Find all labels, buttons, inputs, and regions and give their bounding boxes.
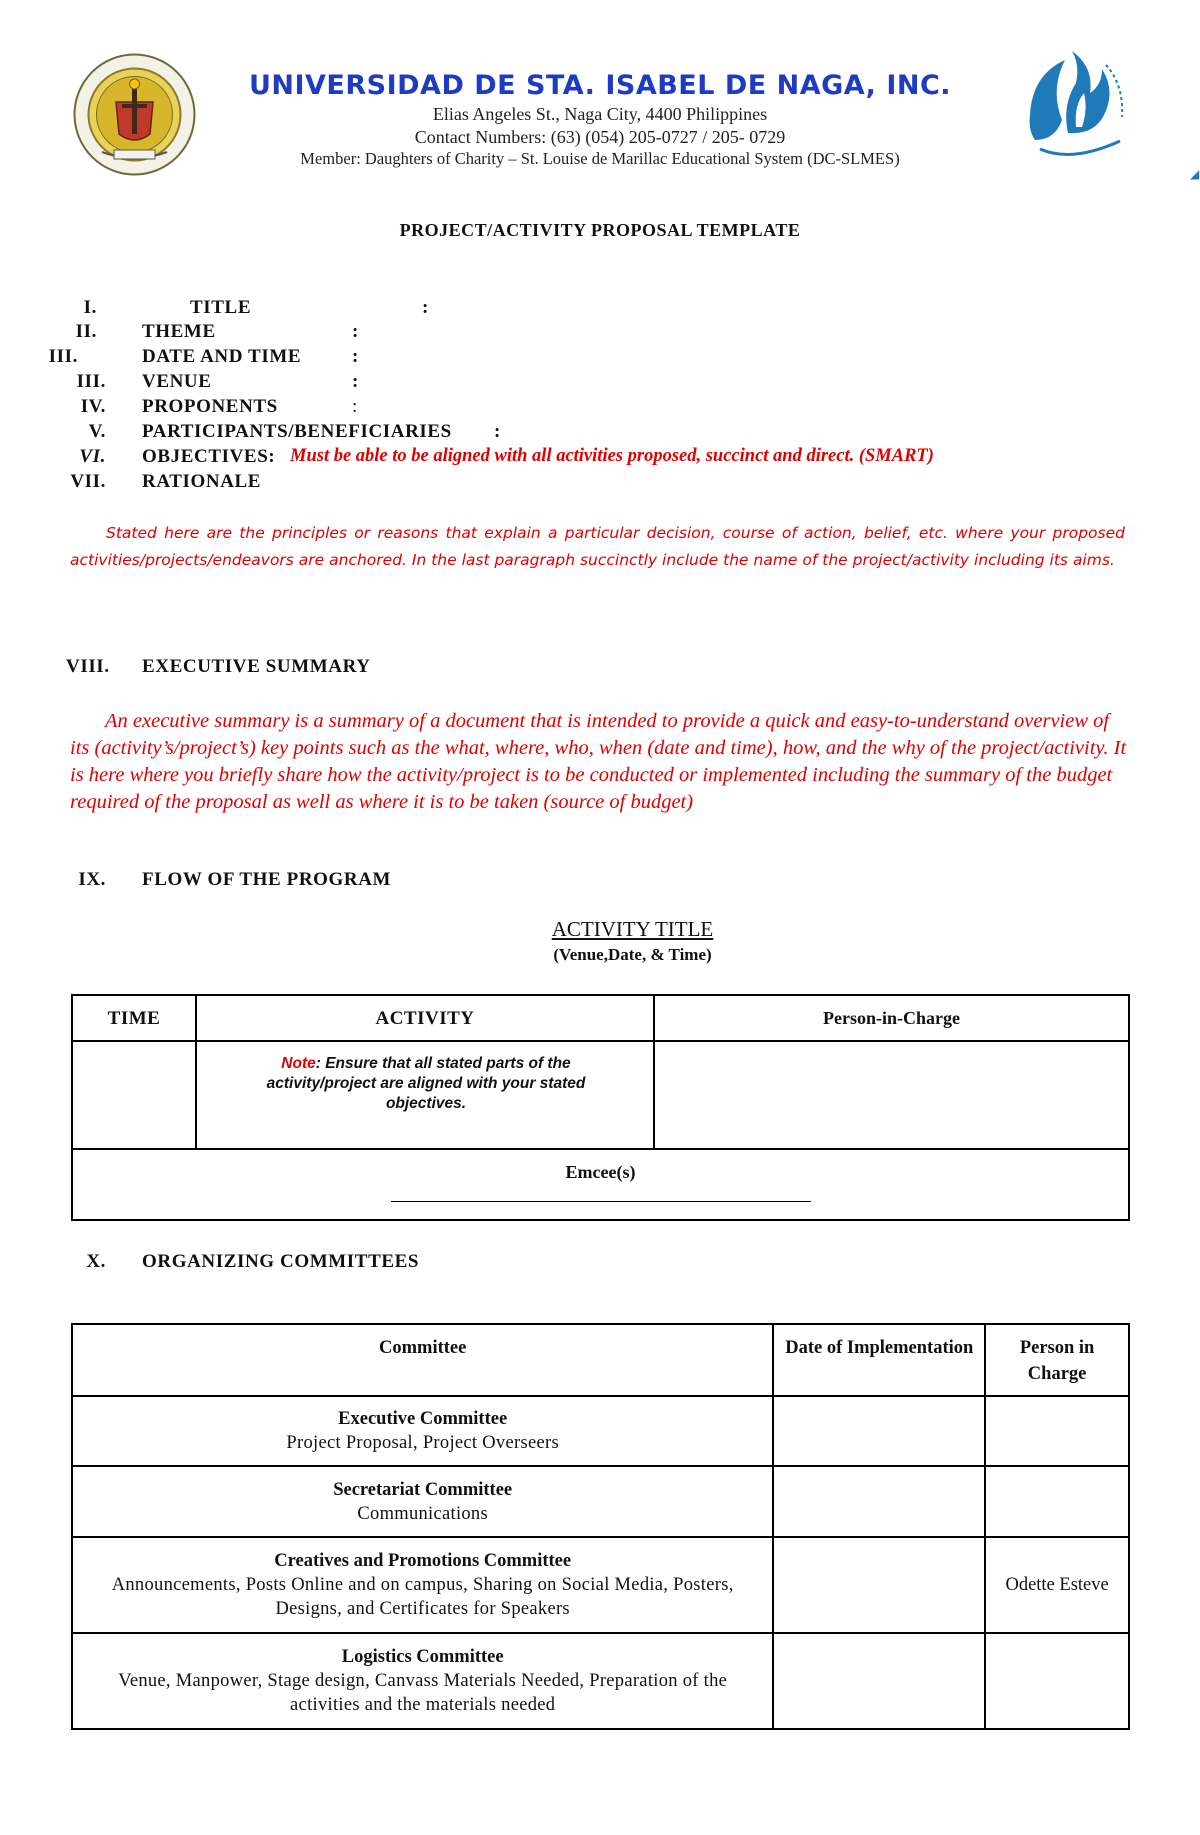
- person-cell: Odette Esteve: [985, 1537, 1129, 1633]
- section-organizing-committees: X. ORGANIZING COMMITTEES: [86, 1251, 420, 1272]
- committee-name: Executive Committee: [338, 1409, 508, 1429]
- outline-proponents: IV. PROPONENTS :: [80, 396, 358, 417]
- committee-cell: [72, 1633, 773, 1729]
- outline-venue: III. VENUE :: [76, 371, 359, 392]
- note-label: Note: [281, 1055, 316, 1072]
- flow-header-person-cell: [655, 996, 1128, 1042]
- section-flow-of-program: IX. FLOW OF THE PROGRAM: [78, 869, 392, 890]
- activity-venue-date-time: (Venue,Date, & Time): [553, 945, 712, 964]
- contact-line: Contact Numbers: (63) (054) 205-0727 / 205- 0729: [414, 127, 786, 147]
- committee-description: Announcements, Posts Online and on campus, Sharing on Social Media, Posters, Designs, and Certificates for Speakers: [111, 1575, 734, 1619]
- person-cell: [985, 1633, 1129, 1729]
- flow-alignment-note: [236, 1054, 616, 1114]
- committee-description: Communications: [357, 1503, 488, 1524]
- committees-header-row: [72, 1324, 1129, 1396]
- membership-line: Member: Daughters of Charity – St. Louise de Marillac Educational System (DC-SLMES): [300, 149, 900, 168]
- date-cell: [773, 1633, 985, 1729]
- flow-emcee-cell: [73, 1150, 1128, 1219]
- university-name: UNIVERSIDAD DE STA. ISABEL DE NAGA, INC.: [248, 70, 952, 101]
- committees-table: [71, 1323, 1130, 1730]
- committee-cell: [72, 1396, 773, 1466]
- date-cell: [773, 1396, 985, 1466]
- page-edge-mark: ◢: [1190, 167, 1200, 181]
- rationale-guidance: Stated here are the principles or reasons that explain a particular decision, course of action, belief, etc. where your proposed activities/projects/endeavors are anchored. In the last paragraph succinctly include the name of the project/activity including its aims.: [70, 524, 1125, 569]
- emcee-signature-line: [391, 1201, 811, 1202]
- committee-description: Venue, Manpower, Stage design, Canvass Materials Needed, Preparation of the activities and the materials needed: [118, 1671, 728, 1715]
- outline-title: I. TITLE :: [83, 297, 429, 318]
- date-cell: [773, 1466, 985, 1537]
- emcee-label: Emcee(s): [565, 1162, 636, 1182]
- committee-name: Logistics Committee: [341, 1647, 504, 1667]
- committee-header: Committee: [72, 1324, 773, 1396]
- committee-description: Project Proposal, Project Overseers: [286, 1433, 559, 1453]
- date-of-implementation-header: Date of Implementation: [773, 1324, 985, 1396]
- outline-theme: II. THEME :: [75, 321, 359, 342]
- flow-time-cell: [73, 1042, 197, 1150]
- committee-cell: [72, 1537, 773, 1633]
- table-row: [72, 1396, 1129, 1466]
- person-cell: [985, 1466, 1129, 1537]
- flow-header-time-cell: [73, 996, 197, 1042]
- table-row: [72, 1537, 1129, 1633]
- objectives-note: Must be able to be aligned with all activities proposed, succinct and direct. (SMART): [290, 446, 934, 466]
- flow-person-cell: [655, 1042, 1128, 1150]
- outline-date-and-time: III. DATE AND TIME :: [48, 346, 359, 367]
- person-cell: [985, 1396, 1129, 1466]
- committee-name: Secretariat Committee: [333, 1479, 513, 1500]
- table-row: [72, 1633, 1129, 1729]
- committee-name: Creatives and Promotions Committee: [274, 1551, 572, 1571]
- outline-objectives: VI. OBJECTIVES: Must be able to be aligned with all activities proposed, succinct and direct. (SMART): [79, 446, 934, 467]
- document-title: PROJECT/ACTIVITY PROPOSAL TEMPLATE: [399, 220, 801, 240]
- committee-cell: [72, 1466, 773, 1537]
- address-line: Elias Angeles St., Naga City, 4400 Philippines: [432, 104, 768, 124]
- outline-rationale: VII. RATIONALE: [70, 471, 262, 492]
- section-executive-summary: VIII. EXECUTIVE SUMMARY: [66, 656, 371, 677]
- date-cell: [773, 1537, 985, 1633]
- executive-summary-guidance: An executive summary is a summary of a document that is intended to provide a quick and easy-to-understand overview of its (activity’s/project’s) key points such as the what, where, who, when (date and time), how, and the why of the project/activity. It is here where you briefly share how the activity/project is to be conducted or implemented including the summary of the budget required of the proposal as well as where it is to be taken (source of budget): [70, 710, 1127, 813]
- outline-participants: V. PARTICIPANTS/BENEFICIARIES :: [88, 421, 501, 442]
- table-row: [72, 1466, 1129, 1537]
- person-in-charge-header: Person in Charge: [985, 1324, 1129, 1396]
- flow-header-activity-cell: [197, 996, 655, 1042]
- flow-header-time: TIME: [107, 1008, 161, 1029]
- activity-title: ACTIVITY TITLE: [551, 917, 714, 941]
- flow-header-person-in-charge: Person-in-Charge: [823, 1008, 960, 1028]
- note-text: : Ensure that all stated parts of the activity/project are aligned with your stated objectives.: [266, 1055, 586, 1112]
- flow-header-activity: ACTIVITY: [375, 1008, 475, 1029]
